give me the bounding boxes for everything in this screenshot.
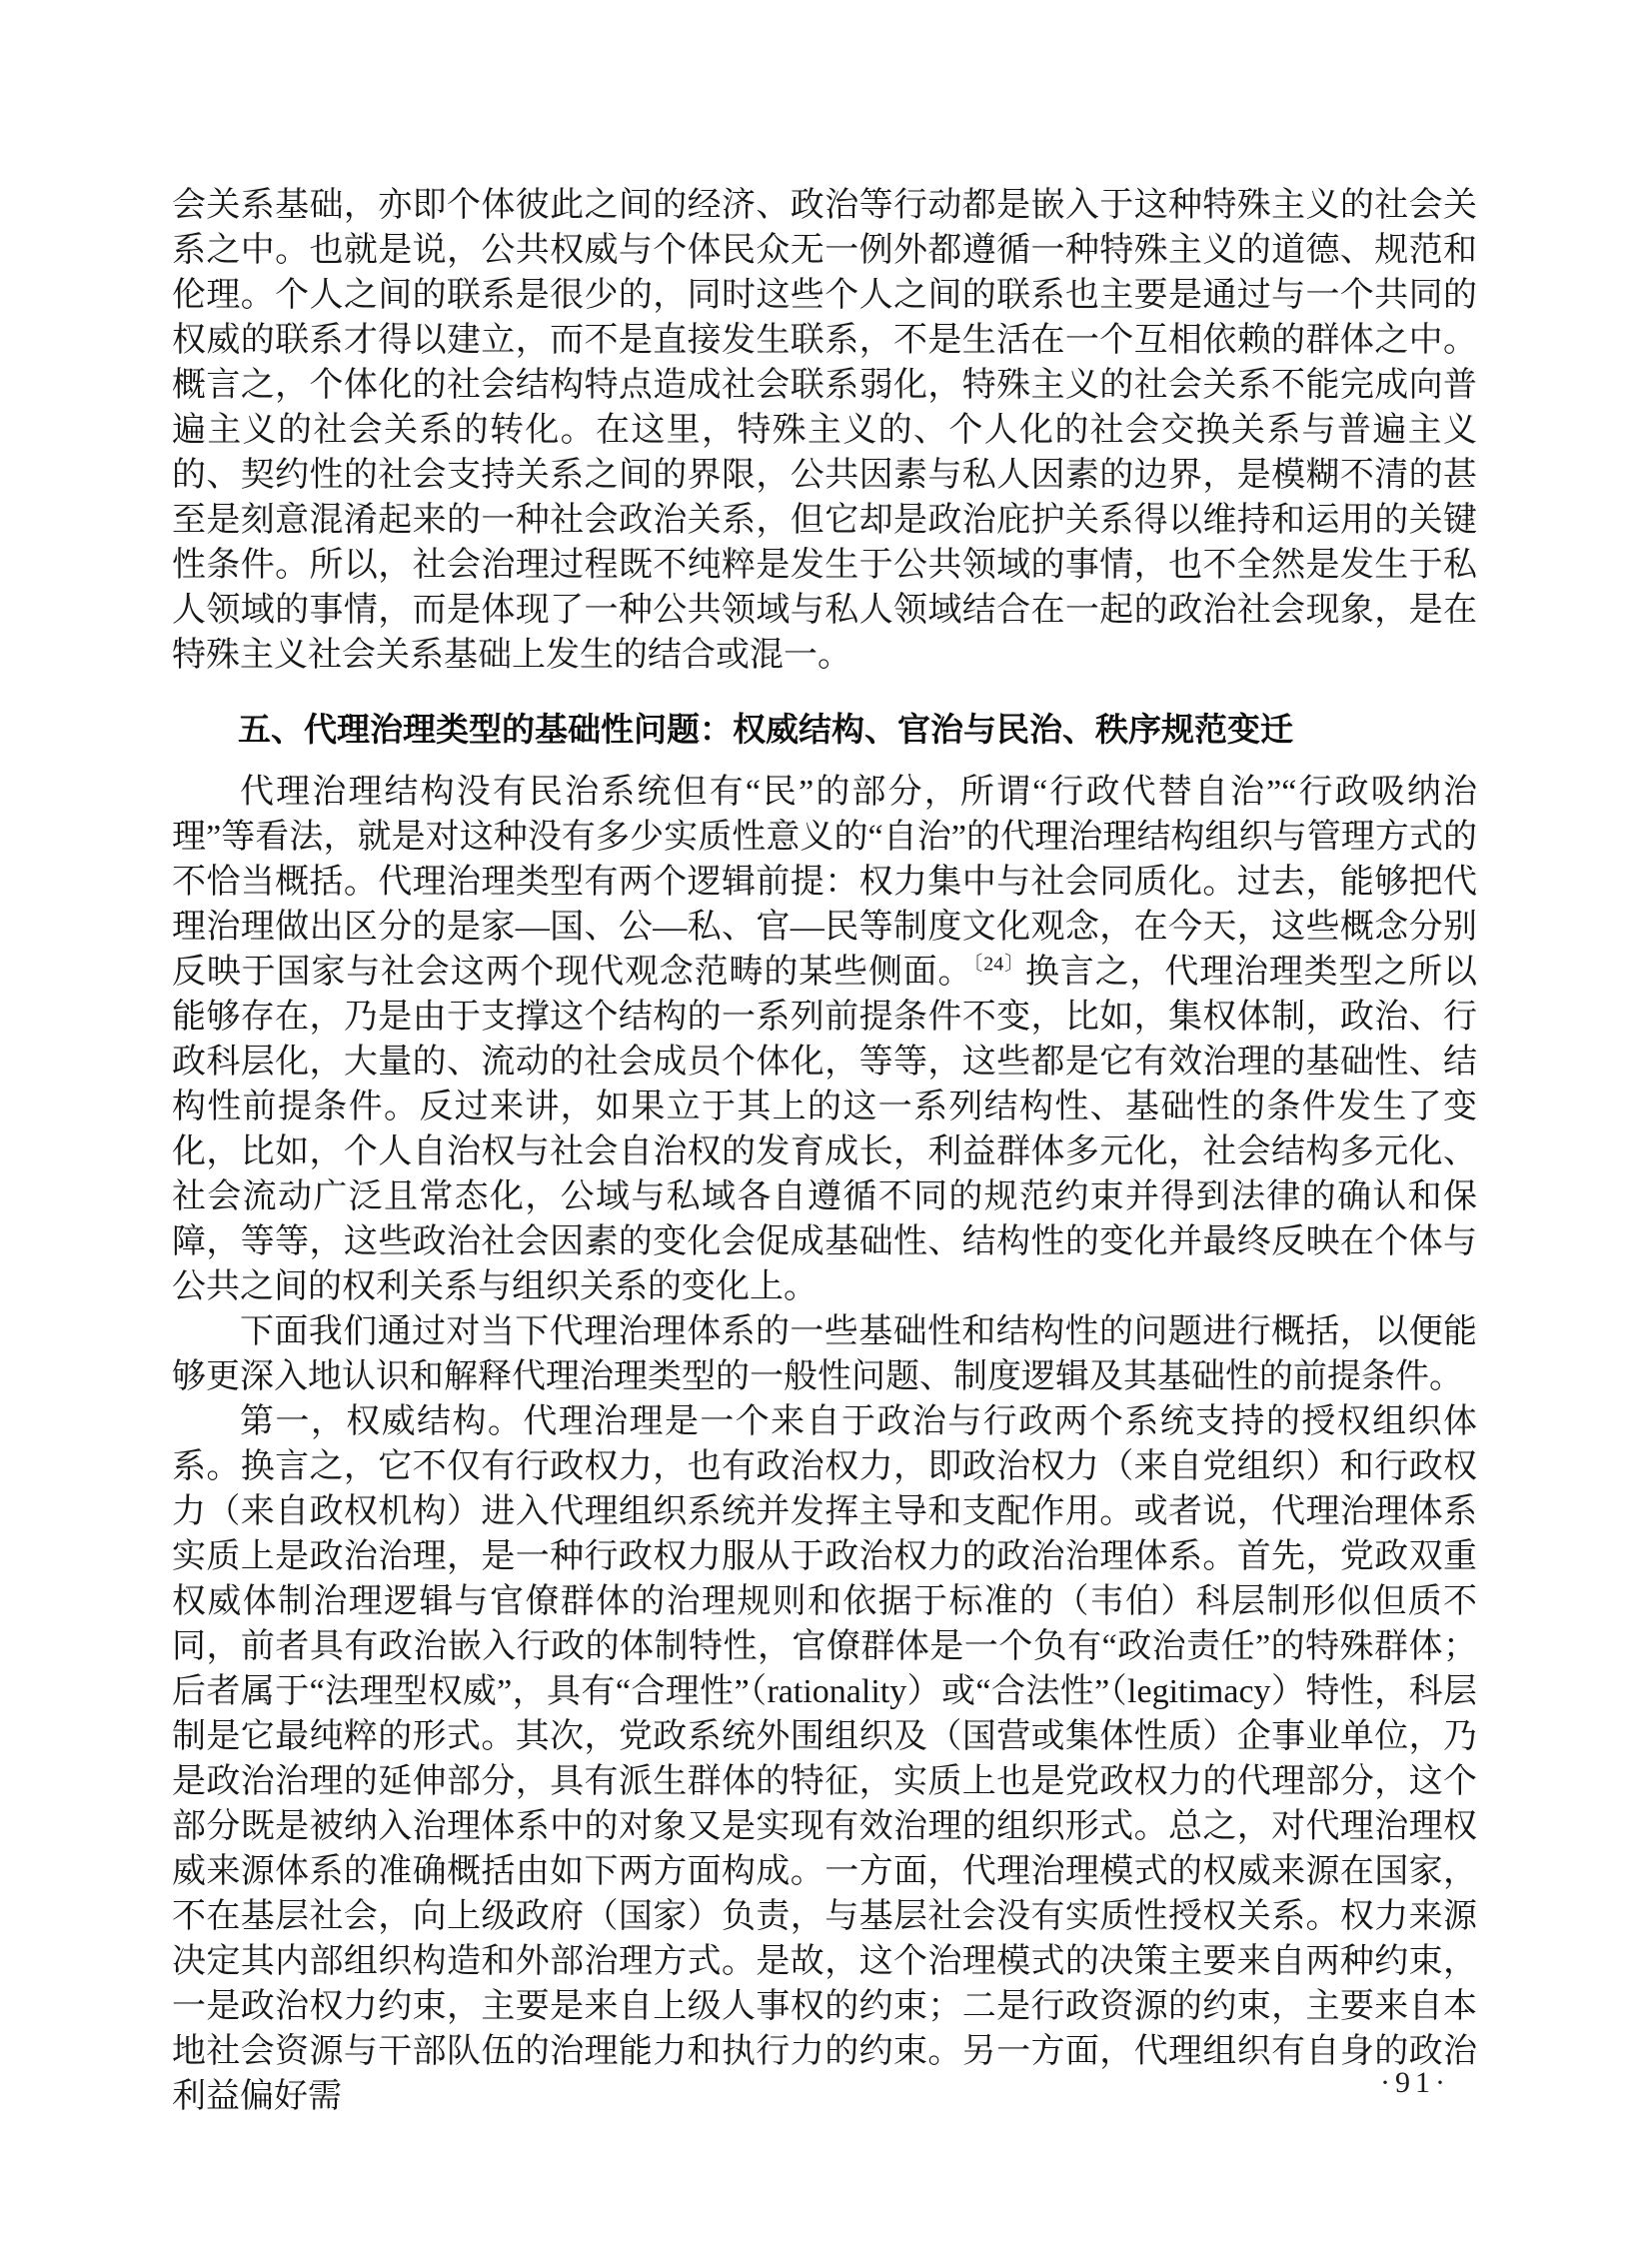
body-paragraph bbox=[172, 770, 1477, 1309]
paragraph-text: 代理治理结构没有民治系统但有“民”的部分，所谓“行政代替自治”“行政吸纳治理”等看法，就是对这种没有多少实质性意义的“自治”的代理治理结构组织与管理方式的不恰当概括。代理治理类型有两个逻辑前提：权力集中与社会同质化。过去，能够把代理治理做出区分的是家—国、公—私、官—民等制度文化观念，在今天，这些概念分别反映于国家与社会这两个现代观念范畴的某些侧面。 bbox=[172, 774, 1477, 991]
body-paragraph-continuation: 会关系基础，亦即个体彼此之间的经济、政治等行动都是嵌入于这种特殊主义的社会关系之中。也就是说，公共权威与个体民众无一例外都遵循一种特殊主义的道德、规范和伦理。个人之间的联系是很少的，同时这些个人之间的联系也主要是通过与一个共同的权威的联系才得以建立，而不是直接发生联系，不是生活在一个互相依赖的群体之中。概言之，个体化的社会结构特点造成社会联系弱化，特殊主义的社会关系不能完成向普遍主义的社会关系的转化。在这里，特殊主义的、个人化的社会交换关系与普遍主义的、契约性的社会支持关系之间的界限，公共因素与私人因素的边界，是模糊不清的甚至是刻意混淆起来的一种社会政治关系，但它却是政治庇护关系得以维持和运用的关键性条件。所以，社会治理过程既不纯粹是发生于公共领域的事情，也不全然是发生于私人领域的事情，而是体现了一种公共领域与私人领域结合在一起的政治社会现象，是在特殊主义社会关系基础上发生的结合或混一。 bbox=[172, 187, 1477, 674]
paragraph-text: 换言之，代理治理类型之所以能够存在，乃是由于支撑这个结构的一系列前提条件不变，比如，集权体制，政治、行政科层化，大量的、流动的社会成员个体化，等等，这些都是它有效治理的基础性、结构性前提条件。反过来讲，如果立于其上的这一系列结构性、基础性的条件发生了变化，比如，个人自治权与社会自治权的发育成长，利益群体多元化，社会结构多元化、社会流动广泛且常态化，公域与私域各自遵循不同的规范约束并得到法律的确认和保障，等等，这些政治社会因素的变化会促成基础性、结构性的变化并最终反映在个体与公共之间的权利关系与组织关系的变化上。 bbox=[172, 954, 1478, 1305]
body-paragraph: 下面我们通过对当下代理治理体系的一些基础性和结构性的问题进行概括，以便能够更深入地认识和解释代理治理类型的一般性问题、制度逻辑及其基础性的前提条件。 bbox=[172, 1313, 1477, 1395]
section-heading: 五、代理治理类型的基础性问题：权威结构、官治与民治、秩序规范变迁 bbox=[238, 711, 1293, 748]
footnote-reference: 〔24〕 bbox=[972, 953, 1025, 976]
article-body bbox=[172, 183, 1477, 2119]
page-number: ·91· bbox=[1380, 2066, 1450, 2099]
body-paragraph: 第一，权威结构。代理治理是一个来自于政治与行政两个系统支持的授权组织体系。换言之，它不仅有行政权力，也有政治权力，即政治权力（来自党组织）和行政权力（来自政权机构）进入代理组织系统并发挥主导和支配作用。或者说，代理治理体系实质上是政治治理，是一种行政权力服从于政治权力的政治治理体系。首先，党政双重权威体制治理逻辑与官僚群体的治理规则和依据于标准的（韦伯）科层制形似但质不同，前者具有政治嵌入行政的体制特性，官僚群体是一个负有“政治责任”的特殊群体；后者属于“法理型权威”，具有“合理性”（rationality）或“合法性”（legitimacy）特性，科层制是它最纯粹的形式。其次，党政系统外围组织及（国营或集体性质）企事业单位，乃是政治治理的延伸部分，具有派生群体的特征，实质上也是党政权力的代理部分，这个部分既是被纳入治理体系中的对象又是实现有效治理的组织形式。总之，对代理治理权威来源体系的准确概括由如下两方面构成。一方面，代理治理模式的权威来源在国家，不在基层社会，向上级政府（国家）负责，与基层社会没有实质性授权关系。权力来源决定其内部组织构造和外部治理方式。是故，这个治理模式的决策主要来自两种约束，一是政治权力约束，主要是来自上级人事权的约束；二是行政资源的约束，主要来自本地社会资源与干部队伍的治理能力和执行力的约束。另一方面，代理组织有自身的政治利益偏好需 bbox=[172, 1403, 1477, 2115]
